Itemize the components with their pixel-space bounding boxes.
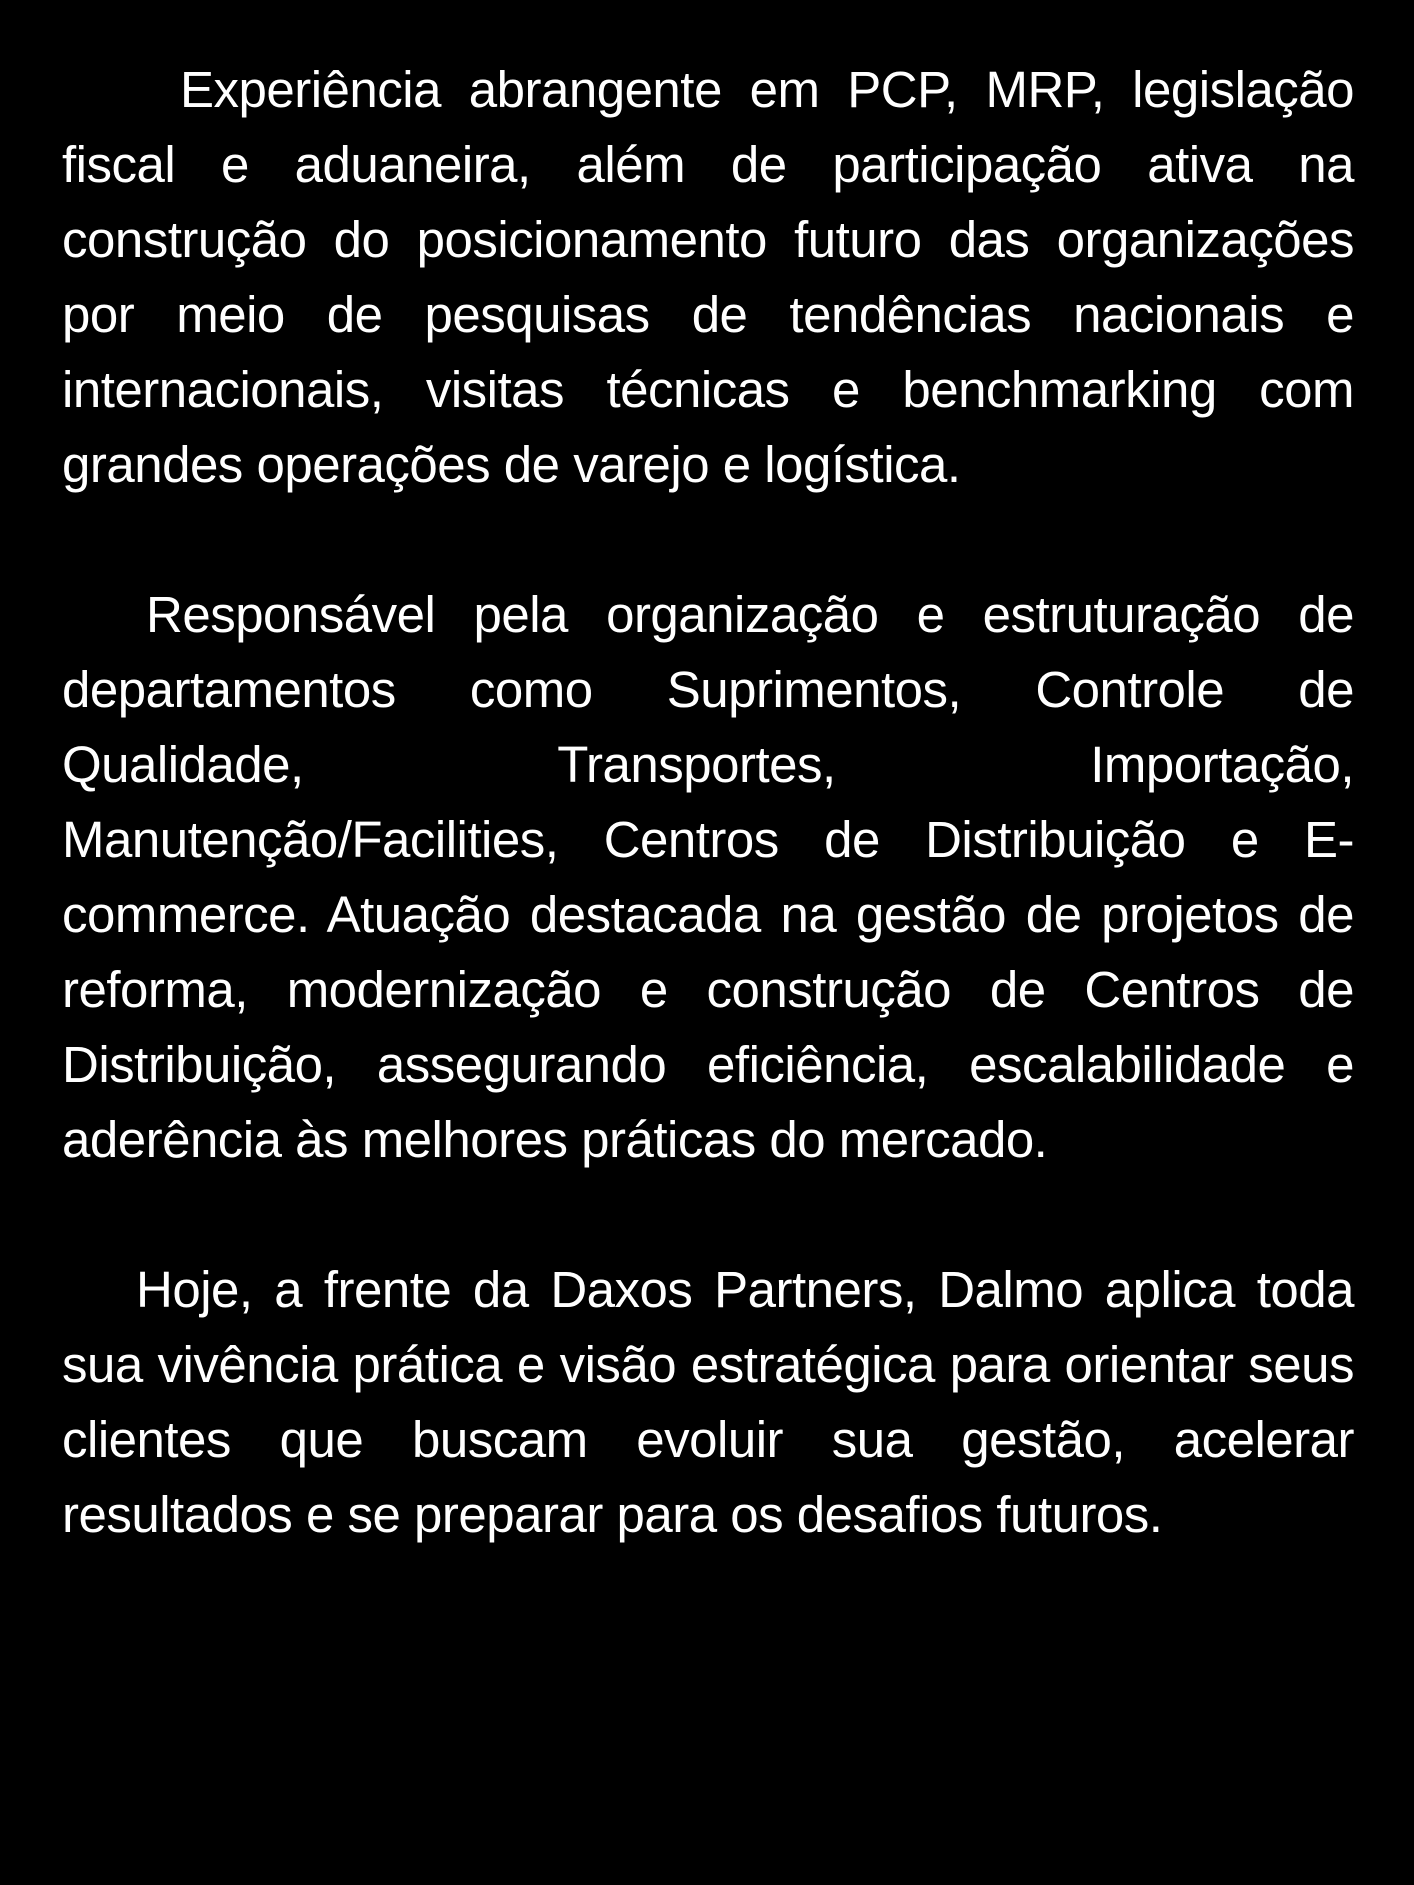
document-body: [62, 52, 1354, 1552]
paragraph-today: Hoje, a frente da Daxos Partners, Dalmo aplica toda sua vivência prática e visão estratégica para orientar seus clientes que buscam evoluir sua gestão, acelerar resultados e se preparar para os desafios futuros.: [62, 1261, 1354, 1543]
paragraph-experience: Experiência abrangente em PCP, MRP, legislação fiscal e aduaneira, além de participação ativa na construção do posicionamento futuro das organizações por meio de pesquisas de tendências nacionais e internacionais, visitas técnicas e benchmarking com grandes operações de varejo e logística.: [62, 61, 1354, 493]
paragraph-responsibilities: Responsável pela organização e estruturação de departamentos como Suprimentos, Controle de Qualidade, Transportes, Importação, Manutenção/Facilities, Centros de Distribuição e E-commerce. Atuação destacada na gestão de projetos de reforma, modernização e construção de Centros de Distribuição, assegurando eficiência, escalabilidade e aderência às melhores práticas do mercado.: [62, 586, 1354, 1168]
